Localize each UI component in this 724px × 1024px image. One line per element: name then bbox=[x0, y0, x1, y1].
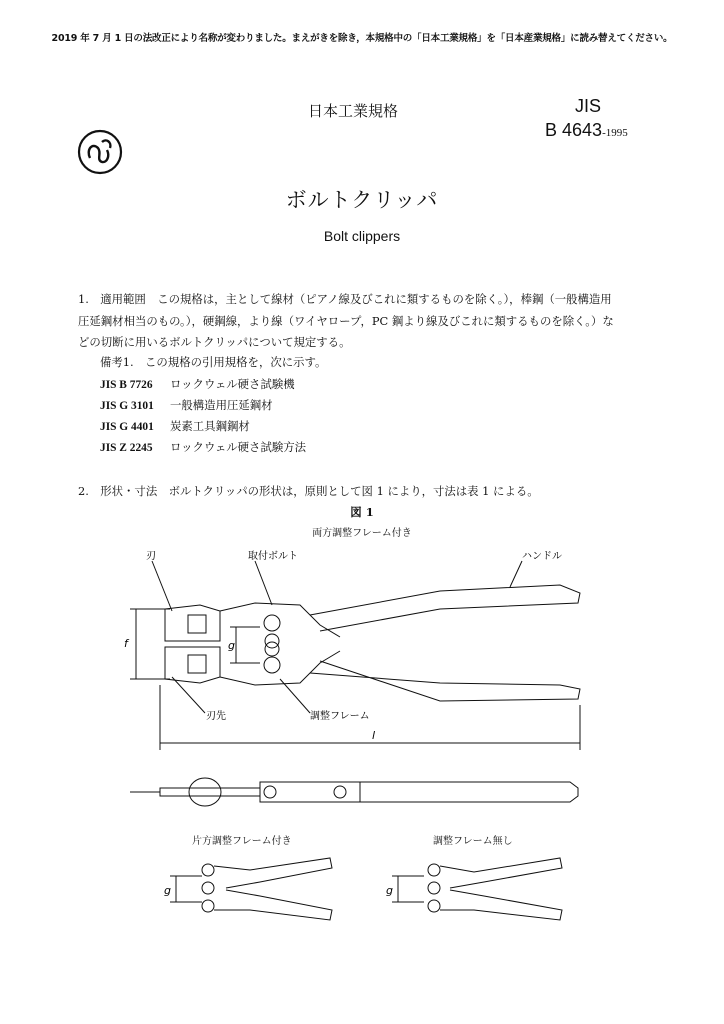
figure-subtitle-left: 片方調整フレーム付き bbox=[192, 836, 292, 847]
dim-l: l bbox=[372, 729, 376, 742]
dim-g: g bbox=[228, 639, 235, 652]
reference-item: JIS G 4401 炭素工具鋼鋼材 bbox=[100, 419, 250, 433]
section1-line2: 圧延鋼材相当のもの。），硬鋼線，より線（ワイヤロープ，PC 鋼より線及びこれに類するものを除く。）な bbox=[78, 314, 614, 328]
callout-handle: ハンドル bbox=[522, 551, 562, 562]
callout-blade-tip: 刃先 bbox=[206, 711, 226, 722]
jis-year: -1995 bbox=[602, 127, 628, 139]
figure-label: 図 1 bbox=[350, 505, 374, 519]
bolt-clipper-drawing-side bbox=[120, 768, 590, 816]
section1-line1: 1. 適用範囲 この規格は，主として線材（ピアノ線及びこれに類するものを除く。），棒鋼（一般構造用 bbox=[78, 292, 612, 306]
reference-item: JIS B 7726 ロックウェル硬さ試験機 bbox=[100, 377, 295, 391]
reference-item: JIS Z 2245 ロックウェル硬さ試験方法 bbox=[100, 440, 307, 454]
figure-subtitle-main: 両方調整フレーム付き bbox=[312, 528, 412, 539]
standard-name: 日本工業規格 bbox=[308, 102, 399, 120]
dim-g-right: g bbox=[386, 884, 393, 897]
jis-number: B 4643-1995 bbox=[545, 120, 628, 140]
section1-line3: どの切断に用いるボルトクリッパについて規定する。 bbox=[78, 335, 351, 349]
bolt-clipper-drawing-one-side-frame bbox=[150, 848, 350, 928]
section2-text: 2. 形状・寸法 ボルトクリッパの形状は，原則として図 1 により，寸法は表 1 による。 bbox=[78, 484, 539, 498]
revision-notice: 2019 年 7 月 1 日の法改正により名称が変わりました。まえがきを除き，本規格中の「日本工業規格」を「日本産業規格」に読み替えてください。 bbox=[51, 33, 673, 44]
page-title-english: Bolt clippers bbox=[323, 228, 401, 244]
bolt-clipper-drawing-main bbox=[110, 545, 610, 760]
dim-f: f bbox=[124, 637, 128, 650]
page-title: ボルトクリッパ bbox=[285, 188, 439, 212]
reference-item: JIS G 3101 一般構造用圧延鋼材 bbox=[100, 398, 273, 412]
jis-mark-logo bbox=[76, 128, 124, 176]
dim-g-left: g bbox=[164, 884, 171, 897]
bolt-clipper-drawing-no-frame bbox=[384, 848, 584, 928]
remark: 備考1. この規格の引用規格を，次に示す。 bbox=[100, 355, 327, 369]
callout-mount-bolt: 取付ボルト bbox=[248, 551, 298, 562]
figure-subtitle-right: 調整フレーム無し bbox=[433, 836, 513, 847]
callout-blade: 刃 bbox=[146, 551, 156, 562]
jis-label: JIS bbox=[575, 96, 602, 116]
callout-adjust-frame: 調整フレーム bbox=[310, 711, 370, 722]
